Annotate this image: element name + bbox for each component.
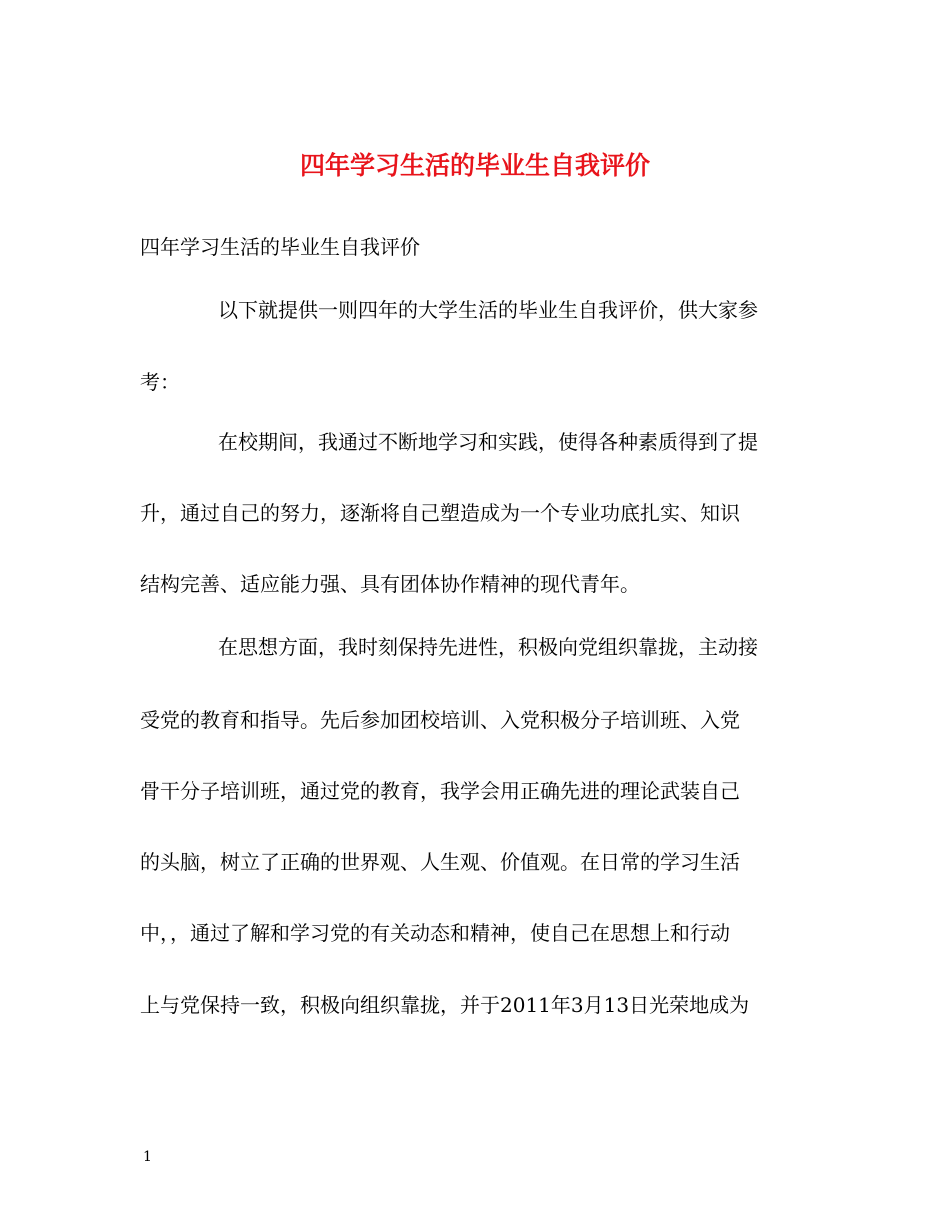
text-line: 考： [140,370,180,394]
document-subtitle: 四年学习生活的毕业生自我评价 [140,235,420,259]
document-title: 四年学习生活的毕业生自我评价 [299,151,650,180]
page-number: 1 [143,1149,152,1165]
text-line: 在校期间，我通过不断地学习和实践，使得各种素质得到了提 [218,430,758,454]
text-line: 骨干分子培训班，通过党的教育，我学会用正确先进的理论武装自己 [140,779,740,803]
text-line: 升，通过自己的努力，逐渐将自己塑造成为一个专业功底扎实、知识 [140,501,740,525]
text-line: 的头脑，树立了正确的世界观、人生观、价值观。在日常的学习生活 [140,850,740,874]
text-line: 结构完善、适应能力强、具有团体协作精神的现代青年。 [140,572,640,596]
text-line: 受党的教育和指导。先后参加团校培训、入党积极分子培训班、入党 [140,708,740,732]
text-line: 中，，通过了解和学习党的有关动态和精神，使自己在思想上和行动 [140,921,730,945]
text-line: 以下就提供一则四年的大学生活的毕业生自我评价，供大家参 [218,298,758,322]
text-line: 在思想方面，我时刻保持先进性，积极向党组织靠拢，主动接 [218,635,758,659]
text-line: 上与党保持一致，积极向组织靠拢，并于2011年3月13日光荣地成为 [140,993,750,1017]
